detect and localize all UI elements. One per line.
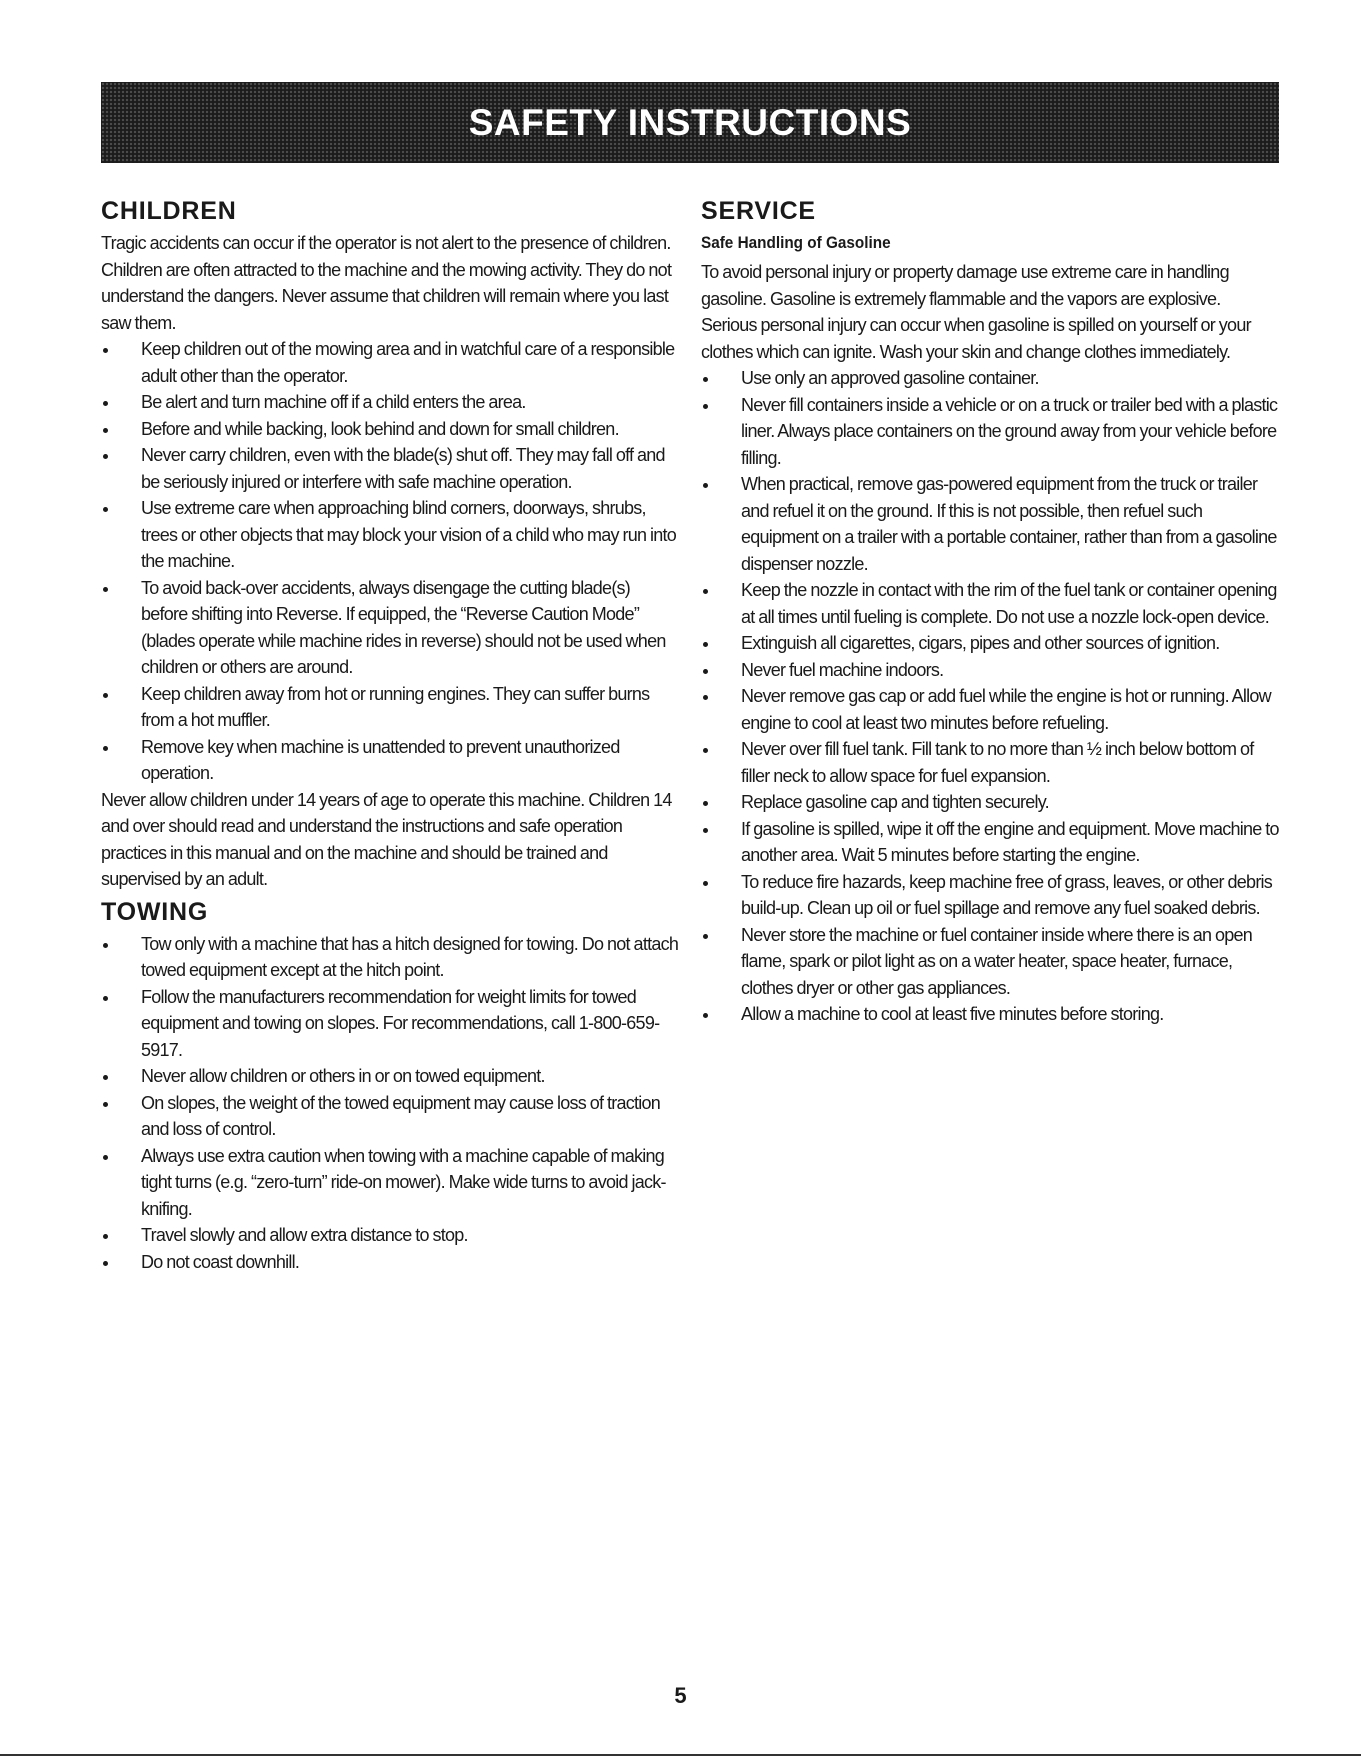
list-item	[101, 984, 679, 1064]
right-column	[701, 196, 1279, 1028]
list-item-text: Before and while backing, look behind and down for small children.	[141, 418, 619, 439]
bullet-icon	[703, 748, 708, 753]
list-item	[701, 683, 1279, 736]
bullet-icon	[703, 404, 708, 409]
list-item	[101, 575, 679, 681]
list-item-text: Never store the machine or fuel container inside where there is an open flame, spark or pilot light as on a water heater, space heater, furnace, clothes dryer or other gas appliances.	[741, 924, 1253, 998]
bullet-icon	[103, 348, 108, 353]
list-item-text: Keep the nozzle in contact with the rim of the fuel tank or container opening at all times until fueling is complete. Do not use a nozzle lock-open device.	[741, 580, 1277, 627]
list-item	[101, 734, 679, 787]
list-item	[701, 657, 1279, 684]
list-item-text: Replace gasoline cap and tighten securely.	[741, 792, 1049, 812]
list-item-text: To avoid back-over accidents, always disengage the cutting blade(s) before shifting into Reverse. If equipped, the “Reverse Caution Mode” (blades operate while machine rides in reverse) should not be used when children or others are around.	[141, 577, 666, 677]
list-item-text: Keep children out of the mowing area and in watchful care of a responsible adult other than the operator.	[141, 339, 675, 386]
service-intro: To avoid personal injury or property damage use extreme care in handling gasoline. Gasoline is extremely flammable and the vapors are explosive. Serious personal injury can occur when gasoline is spilled on yourself or your clothes which can ignite. Wash your skin and change clothes immediately.	[701, 262, 1251, 362]
bullet-icon	[103, 1102, 108, 1107]
list-item	[701, 1001, 1279, 1028]
list-item-text: Extinguish all cigarettes, cigars, pipes and other sources of ignition.	[741, 633, 1220, 653]
service-heading: SERVICE	[701, 197, 816, 225]
bullet-icon	[703, 1013, 708, 1018]
list-item	[701, 577, 1279, 630]
list-item-text: Never fill containers inside a vehicle or on a truck or trailer bed with a plastic liner. Always place containers on the ground away from your vehicle before filling.	[741, 394, 1278, 468]
list-item-text: Travel slowly and allow extra distance to stop.	[141, 1225, 468, 1245]
list-item-text: Keep children away from hot or running engines. They can suffer burns from a hot muffler.	[141, 683, 650, 730]
list-item-text: Never remove gas cap or add fuel while the engine is hot or running. Allow engine to cool at least two minutes before refueling.	[741, 686, 1271, 733]
list-item-text: Remove key when machine is unattended to prevent unauthorized operation.	[141, 736, 620, 783]
children-outro: Never allow children under 14 years of age to operate this machine. Children 14 and over should read and understand the instructions and safe operation practices in this manual and on the machine and should be trained and supervised by an adult.	[101, 789, 672, 889]
list-item-text: Do not coast downhill.	[141, 1251, 300, 1272]
list-item	[701, 471, 1279, 577]
list-item	[701, 816, 1279, 869]
bullet-icon	[703, 669, 708, 674]
bullet-icon	[703, 801, 708, 806]
bullet-icon	[703, 828, 708, 833]
list-item	[701, 365, 1279, 392]
list-item	[101, 1143, 679, 1223]
bullet-icon	[703, 377, 708, 382]
list-item	[701, 869, 1279, 922]
list-item-text: Never over fill fuel tank. Fill tank to no more than ½ inch below bottom of filler neck to allow space for fuel expansion.	[741, 739, 1254, 786]
bullet-icon	[103, 746, 108, 751]
list-item-text: On slopes, the weight of the towed equipment may cause loss of traction and loss of control.	[141, 1092, 661, 1139]
towing-list	[101, 931, 679, 1276]
list-item	[101, 442, 679, 495]
bullet-icon	[103, 996, 108, 1001]
bullet-icon	[103, 1261, 108, 1266]
bullet-icon	[103, 454, 108, 459]
list-item	[701, 392, 1279, 472]
bullet-icon	[703, 934, 708, 939]
safety-instructions-banner	[101, 82, 1279, 163]
list-item-text: To reduce fire hazards, keep machine free of grass, leaves, or other debris build-up. Clean up oil or fuel spillage and remove any fuel soaked debris.	[741, 871, 1273, 918]
bullet-icon	[703, 589, 708, 594]
left-column	[101, 196, 679, 1275]
list-item	[701, 736, 1279, 789]
service-list	[701, 365, 1279, 1028]
children-list	[101, 336, 679, 787]
list-item	[101, 1090, 679, 1143]
bullet-icon	[103, 428, 108, 433]
bullet-icon	[103, 587, 108, 592]
list-item-text: Allow a machine to cool at least five minutes before storing.	[741, 1004, 1164, 1024]
bullet-icon	[103, 1075, 108, 1080]
list-item	[101, 931, 679, 984]
children-heading: CHILDREN	[101, 197, 237, 225]
page-number: 5	[674, 1683, 687, 1708]
list-item	[101, 336, 679, 389]
list-item	[101, 389, 679, 416]
bullet-icon	[103, 693, 108, 698]
list-item-text: Use only an approved gasoline container.	[741, 368, 1039, 388]
list-item	[101, 681, 679, 734]
bullet-icon	[103, 507, 108, 512]
list-item	[701, 630, 1279, 657]
bullet-icon	[703, 642, 708, 647]
list-item	[701, 922, 1279, 1002]
list-item	[701, 789, 1279, 816]
bullet-icon	[703, 483, 708, 488]
list-item	[101, 495, 679, 575]
list-item-text: Never fuel machine indoors.	[741, 659, 944, 680]
list-item-text: If gasoline is spilled, wipe it off the engine and equipment. Move machine to another area. Wait 5 minutes before starting the engine.	[741, 818, 1279, 865]
list-item	[101, 1222, 679, 1249]
list-item-text: Never allow children or others in or on towed equipment.	[141, 1066, 545, 1086]
list-item	[101, 416, 679, 443]
list-item	[101, 1063, 679, 1090]
list-item-text: Follow the manufacturers recommendation for weight limits for towed equipment and towing on slopes. For recommendations, call 1-800-659-5917.	[141, 986, 660, 1060]
page-title: SAFETY INSTRUCTIONS	[468, 101, 912, 143]
footer-divider	[0, 1754, 1361, 1756]
children-intro: Tragic accidents can occur if the operator is not alert to the presence of children. Children are often attracted to the machine and the mowing activity. They do not understand the dangers. Never assume that children will remain where you last saw them.	[101, 233, 672, 333]
list-item-text: Tow only with a machine that has a hitch designed for towing. Do not attach towed equipment except at the hitch point.	[141, 933, 679, 980]
list-item-text: Be alert and turn machine off if a child enters the area.	[141, 392, 526, 412]
bullet-icon	[103, 1155, 108, 1160]
bullet-icon	[103, 401, 108, 406]
list-item-text: Never carry children, even with the blade(s) shut off. They may fall off and be seriously injured or interfere with safe machine operation.	[141, 445, 665, 492]
list-item-text: Always use extra caution when towing with a machine capable of making tight turns (e.g. “zero-turn” ride-on mower). Make wide turns to avoid jack-knifing.	[141, 1145, 666, 1219]
gasoline-subheading: Safe Handling of Gasoline	[701, 233, 891, 252]
bullet-icon	[103, 943, 108, 948]
bullet-icon	[703, 881, 708, 886]
bullet-icon	[103, 1234, 108, 1239]
towing-heading: TOWING	[101, 897, 209, 926]
list-item-text: When practical, remove gas-powered equipment from the truck or trailer and refuel it on the ground. If this is not possible, then refuel such equipment on a trailer with a portable container, rather than from a gasoline dispenser nozzle.	[741, 474, 1277, 574]
list-item	[101, 1249, 679, 1276]
bullet-icon	[703, 695, 708, 700]
list-item-text: Use extreme care when approaching blind corners, doorways, shrubs, trees or other objects that may block your vision of a child who may run into the machine.	[141, 498, 677, 571]
